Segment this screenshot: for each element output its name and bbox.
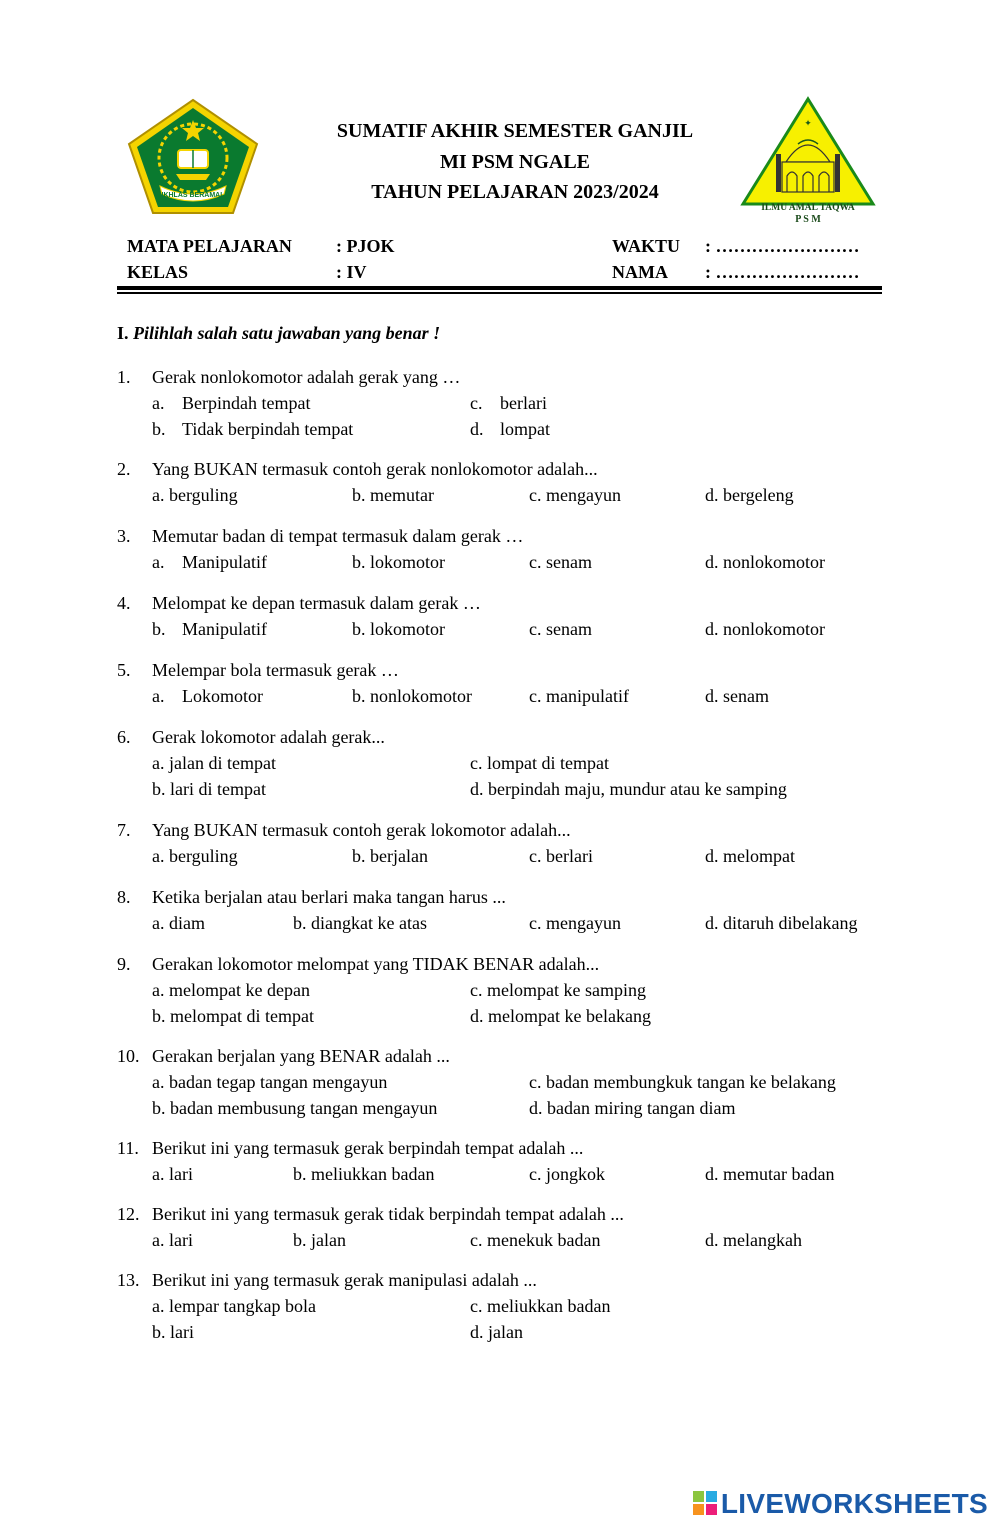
answer-option[interactable]: a. badan tegap tangan mengayun	[152, 1072, 388, 1092]
question-text: Berikut ini yang termasuk gerak berpindah tempat adalah ...	[152, 1138, 584, 1158]
answer-option[interactable]: a. berguling	[152, 485, 238, 505]
name-label: NAMA	[612, 262, 668, 282]
answer-option[interactable]: c. senam	[529, 552, 592, 572]
subject-label: MATA PELAJARAN	[127, 236, 292, 256]
question-number: 11.	[117, 1138, 139, 1158]
question-text: Yang BUKAN termasuk contoh gerak lokomotor adalah...	[152, 820, 571, 840]
question-number: 3.	[117, 526, 131, 546]
answer-option[interactable]: b. diangkat ke atas	[293, 913, 427, 933]
answer-option[interactable]: d. nonlokomotor	[705, 552, 825, 572]
subject-value: : PJOK	[336, 236, 395, 256]
option-letter: a.	[152, 552, 165, 572]
option-text: Tidak berpindah tempat	[182, 419, 354, 439]
question-text: Gerakan lokomotor melompat yang TIDAK BENAR adalah...	[152, 954, 600, 974]
question-number: 2.	[117, 459, 131, 479]
kemenag-logo	[126, 98, 260, 216]
question-text: Berikut ini yang termasuk gerak manipulasi adalah ...	[152, 1270, 537, 1290]
answer-option[interactable]: c. melompat ke samping	[470, 980, 646, 1000]
option-text: berlari	[500, 393, 547, 413]
question-text: Ketika berjalan atau berlari maka tangan harus ...	[152, 887, 506, 907]
option-letter: a.	[152, 686, 165, 706]
option-text: Manipulatif	[182, 619, 267, 639]
time-value[interactable]: : ……………………	[705, 236, 860, 256]
question-text: Gerak lokomotor adalah gerak...	[152, 727, 385, 747]
option-text: Berpindah tempat	[182, 393, 311, 413]
question-number: 4.	[117, 593, 131, 613]
answer-option[interactable]: d. nonlokomotor	[705, 619, 825, 639]
answer-option[interactable]: b. jalan	[293, 1230, 346, 1250]
answer-option[interactable]: c. jongkok	[529, 1164, 605, 1184]
answer-option[interactable]: d. berpindah maju, mundur atau ke samping	[470, 779, 787, 799]
question-number: 7.	[117, 820, 131, 840]
answer-option[interactable]: d. ditaruh dibelakang	[705, 913, 858, 933]
section-instruction-text: Pilihlah salah satu jawaban yang benar !	[133, 323, 441, 343]
question-number: 6.	[117, 727, 131, 747]
answer-option[interactable]: a. diam	[152, 913, 205, 933]
header-divider-thin	[117, 292, 882, 294]
answer-option[interactable]: b. badan membusung tangan mengayun	[152, 1098, 438, 1118]
answer-option[interactable]: c. badan membungkuk tangan ke belakang	[529, 1072, 836, 1092]
answer-option[interactable]: c. lompat di tempat	[470, 753, 609, 773]
answer-option[interactable]: b. berjalan	[352, 846, 428, 866]
brand-text: LIVEWORKSHEETS	[720, 1488, 988, 1519]
answer-option[interactable]	[152, 683, 263, 709]
section-number: I.	[117, 323, 129, 343]
question-number: 5.	[117, 660, 131, 680]
svg-text:ILMU AMAL TAQWA: ILMU AMAL TAQWA	[761, 203, 855, 213]
question-text: Yang BUKAN termasuk contoh gerak nonlokomotor adalah...	[152, 459, 598, 479]
question-number: 13.	[117, 1270, 140, 1290]
answer-option[interactable]: a. lari	[152, 1230, 193, 1250]
answer-option[interactable]: c. menekuk badan	[470, 1230, 601, 1250]
question-number: 12.	[117, 1204, 140, 1224]
title-line-2: MI PSM NGALE	[440, 151, 590, 173]
question-number: 10.	[117, 1046, 140, 1066]
svg-text:P S M: P S M	[795, 214, 821, 225]
section-instruction	[117, 323, 440, 344]
title-line-3: TAHUN PELAJARAN 2023/2024	[371, 181, 659, 203]
header-divider-thick	[117, 286, 882, 290]
answer-option[interactable]: d. bergeleng	[705, 485, 794, 505]
answer-option[interactable]: c. meliukkan badan	[470, 1296, 611, 1316]
answer-option[interactable]: c. mengayun	[529, 913, 621, 933]
option-text: Manipulatif	[182, 552, 267, 572]
answer-option[interactable]: a. melompat ke depan	[152, 980, 310, 1000]
answer-option[interactable]	[152, 416, 353, 442]
answer-option[interactable]: b. nonlokomotor	[352, 686, 472, 706]
question-number: 8.	[117, 887, 131, 907]
class-label: KELAS	[127, 262, 189, 282]
answer-option[interactable]: b. lari	[152, 1322, 194, 1342]
answer-option[interactable]: b. lokomotor	[352, 552, 445, 572]
answer-option[interactable]: c. senam	[529, 619, 592, 639]
answer-option[interactable]: b. meliukkan badan	[293, 1164, 435, 1184]
answer-option[interactable]	[152, 616, 267, 642]
answer-option[interactable]: d. melompat	[705, 846, 795, 866]
question-number: 1.	[117, 367, 131, 387]
option-text: lompat	[500, 419, 550, 439]
question-text: Melompat ke depan termasuk dalam gerak …	[152, 593, 481, 613]
question-text: Melempar bola termasuk gerak …	[152, 660, 399, 680]
option-letter: b.	[152, 619, 166, 639]
answer-option[interactable]: b. lokomotor	[352, 619, 445, 639]
answer-option[interactable]: c. mengayun	[529, 485, 621, 505]
answer-option[interactable]: a. jalan di tempat	[152, 753, 276, 773]
question-text: Berikut ini yang termasuk gerak tidak berpindah tempat adalah ...	[152, 1204, 624, 1224]
svg-text:IKHLAS BERAMAL: IKHLAS BERAMAL	[161, 192, 225, 199]
answer-option[interactable]: d. melangkah	[705, 1230, 802, 1250]
liveworksheets-icon	[693, 1491, 717, 1515]
option-letter: b.	[152, 419, 166, 439]
answer-option[interactable]: c. manipulatif	[529, 686, 629, 706]
question-text: Memutar badan di tempat termasuk dalam gerak …	[152, 526, 524, 546]
title-line-1: SUMATIF AKHIR SEMESTER GANJIL	[336, 120, 694, 142]
answer-option[interactable]: d. melompat ke belakang	[470, 1006, 651, 1026]
answer-option[interactable]	[152, 549, 267, 575]
answer-option[interactable]: b. melompat di tempat	[152, 1006, 314, 1026]
answer-option[interactable]: d. memutar badan	[705, 1164, 835, 1184]
class-value: : IV	[336, 262, 367, 282]
time-label: WAKTU	[612, 236, 681, 256]
answer-option[interactable]: d. jalan	[470, 1322, 523, 1342]
answer-option[interactable]: d. badan miring tangan diam	[529, 1098, 736, 1118]
answer-option[interactable]	[152, 390, 310, 416]
option-letter: d.	[470, 419, 484, 439]
liveworksheets-brand	[693, 1488, 988, 1520]
question-number: 9.	[117, 954, 131, 974]
answer-option[interactable]	[470, 416, 550, 442]
answer-option[interactable]: b. memutar	[352, 485, 434, 505]
option-letter: c.	[470, 393, 483, 413]
option-letter: a.	[152, 393, 165, 413]
answer-option[interactable]: b. lari di tempat	[152, 779, 266, 799]
question-text: Gerakan berjalan yang BENAR adalah ...	[152, 1046, 450, 1066]
psm-logo	[740, 96, 876, 228]
answer-option[interactable]: c. berlari	[529, 846, 593, 866]
answer-option[interactable]: d. senam	[705, 686, 769, 706]
svg-text:✦: ✦	[804, 119, 812, 129]
answer-option[interactable]	[470, 390, 547, 416]
answer-option[interactable]: a. lempar tangkap bola	[152, 1296, 316, 1316]
option-text: Lokomotor	[182, 686, 263, 706]
answer-option[interactable]: a. berguling	[152, 846, 238, 866]
question-text: Gerak nonlokomotor adalah gerak yang …	[152, 367, 461, 387]
name-value[interactable]: : ……………………	[705, 262, 860, 282]
answer-option[interactable]: a. lari	[152, 1164, 193, 1184]
